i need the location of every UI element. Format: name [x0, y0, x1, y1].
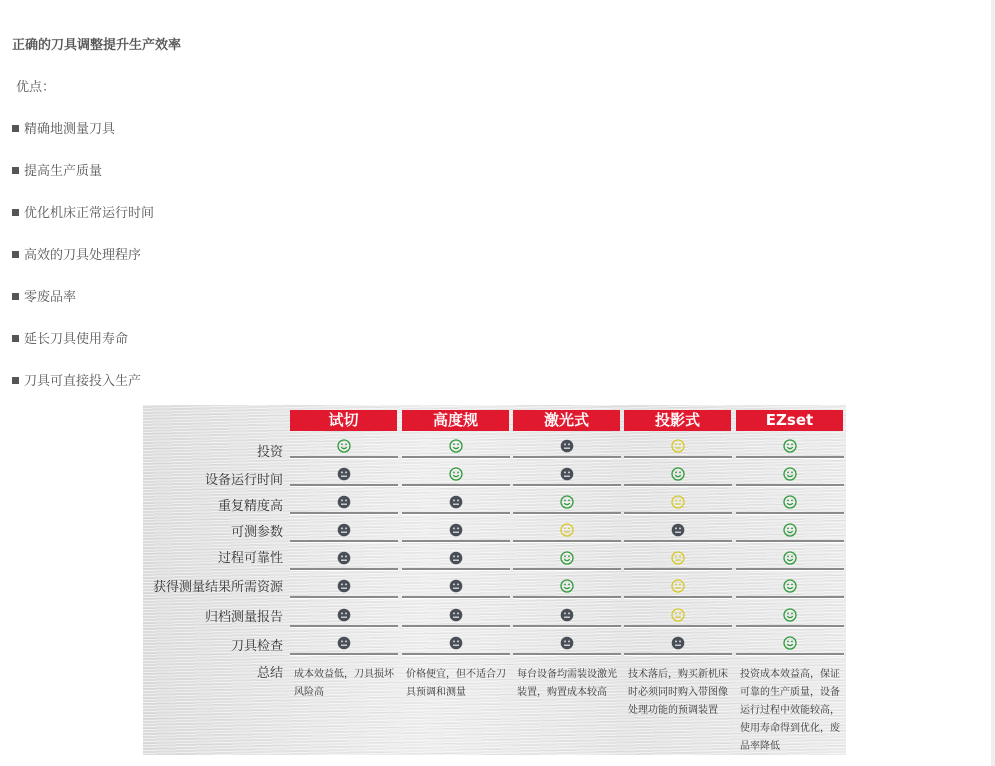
rating-cell — [624, 436, 732, 458]
frown-face-icon — [449, 578, 463, 592]
frown-face-icon — [671, 522, 685, 536]
row-divider — [290, 653, 398, 655]
bullet-square-icon — [12, 377, 19, 384]
bullet-item — [12, 118, 115, 137]
article-title: 正确的刀具调整提升生产效率 — [12, 38, 182, 53]
rating-cell — [624, 492, 732, 514]
row-divider — [624, 653, 732, 655]
smiley-face-icon — [783, 494, 797, 508]
row-divider — [624, 625, 732, 627]
rating-cell — [736, 464, 844, 486]
row-divider — [624, 596, 732, 598]
rating-cell — [513, 492, 621, 514]
column-header-trial-cut: 试切 — [290, 410, 397, 431]
row-divider — [736, 540, 844, 542]
row-divider — [513, 540, 621, 542]
row-divider — [513, 653, 621, 655]
row-divider — [402, 484, 510, 486]
bullet-text: 优化机床正常运行时间 — [24, 206, 155, 221]
bullet-text: 提高生产质量 — [24, 164, 103, 179]
row-divider — [402, 568, 510, 570]
summary-text: 技术落后，购买新机床时必须同时购入带图像处理功能的预调装置 — [628, 669, 728, 716]
row-divider — [624, 540, 732, 542]
frown-face-icon — [449, 607, 463, 621]
neutral-face-icon — [671, 438, 685, 452]
row-divider — [736, 484, 844, 486]
page-edge-divider — [991, 0, 995, 766]
row-divider — [290, 484, 398, 486]
row-divider — [736, 625, 844, 627]
row-divider — [402, 512, 510, 514]
rating-cell — [402, 605, 510, 627]
smiley-face-icon — [783, 466, 797, 480]
row-divider — [290, 596, 398, 598]
bullet-square-icon — [12, 125, 19, 132]
neutral-face-icon — [671, 550, 685, 564]
frown-face-icon — [337, 550, 351, 564]
rating-cell — [402, 633, 510, 655]
row-label: 重复精度高 — [217, 499, 283, 514]
row-divider — [624, 484, 732, 486]
smiley-face-icon — [449, 438, 463, 452]
bullet-square-icon — [12, 209, 19, 216]
row-divider — [513, 456, 621, 458]
row-label: 可测参数 — [230, 525, 283, 540]
bullet-item — [12, 286, 76, 305]
smiley-face-icon — [449, 466, 463, 480]
bullet-item — [12, 244, 141, 263]
neutral-face-icon — [560, 522, 574, 536]
rating-cell — [402, 492, 510, 514]
bullet-square-icon — [12, 251, 19, 258]
summary-text: 成本效益低，刀具损坏风险高 — [294, 669, 394, 698]
bullet-square-icon — [12, 335, 19, 342]
neutral-face-icon — [671, 578, 685, 592]
row-divider — [402, 456, 510, 458]
rating-cell — [736, 633, 844, 655]
frown-face-icon — [337, 494, 351, 508]
smiley-face-icon — [783, 635, 797, 649]
rating-cell — [290, 492, 398, 514]
rating-cell — [290, 520, 398, 542]
row-divider — [402, 625, 510, 627]
row-divider — [290, 540, 398, 542]
frown-face-icon — [337, 466, 351, 480]
rating-cell — [513, 464, 621, 486]
row-divider — [736, 568, 844, 570]
row-divider — [402, 596, 510, 598]
rating-cell — [513, 576, 621, 598]
rating-cell — [402, 576, 510, 598]
row-divider — [402, 653, 510, 655]
smiley-face-icon — [783, 438, 797, 452]
rating-cell — [402, 548, 510, 570]
neutral-face-icon — [671, 494, 685, 508]
row-divider — [624, 456, 732, 458]
bullet-item — [12, 202, 154, 221]
rating-cell — [624, 576, 732, 598]
bullet-text: 刀具可直接投入生产 — [24, 374, 142, 389]
row-divider — [736, 653, 844, 655]
rating-cell — [736, 548, 844, 570]
rating-cell — [736, 436, 844, 458]
frown-face-icon — [337, 578, 351, 592]
rating-cell — [624, 548, 732, 570]
row-label: 获得测量结果所需资源 — [152, 580, 283, 595]
row-divider — [624, 568, 732, 570]
rating-cell — [736, 492, 844, 514]
rating-cell — [513, 633, 621, 655]
row-divider — [290, 456, 398, 458]
row-label: 设备运行时间 — [204, 473, 283, 488]
rating-cell — [290, 464, 398, 486]
row-divider — [290, 512, 398, 514]
frown-face-icon — [560, 635, 574, 649]
bullet-square-icon — [12, 293, 19, 300]
rating-cell — [513, 520, 621, 542]
comparison-table-image — [143, 405, 846, 755]
row-divider — [736, 596, 844, 598]
smiley-face-icon — [337, 438, 351, 452]
bullet-text: 精确地测量刀具 — [24, 122, 116, 137]
neutral-face-icon — [671, 607, 685, 621]
frown-face-icon — [560, 466, 574, 480]
row-divider — [513, 596, 621, 598]
frown-face-icon — [560, 438, 574, 452]
bullet-text: 延长刀具使用寿命 — [24, 332, 129, 347]
bullet-item — [12, 328, 128, 347]
rating-cell — [402, 464, 510, 486]
smiley-face-icon — [560, 578, 574, 592]
frown-face-icon — [449, 522, 463, 536]
column-header-laser: 激光式 — [513, 410, 620, 431]
bullet-item — [12, 370, 141, 389]
smiley-face-icon — [560, 494, 574, 508]
rating-cell — [736, 605, 844, 627]
bullet-text: 零废品率 — [24, 290, 77, 305]
row-divider — [736, 456, 844, 458]
row-label: 投资 — [256, 445, 283, 460]
smiley-face-icon — [783, 522, 797, 536]
rating-cell — [624, 464, 732, 486]
row-divider — [736, 512, 844, 514]
bullet-text: 高效的刀具处理程序 — [24, 248, 142, 263]
row-divider — [513, 484, 621, 486]
frown-face-icon — [337, 607, 351, 621]
smiley-face-icon — [783, 550, 797, 564]
smiley-face-icon — [671, 466, 685, 480]
column-header-projection: 投影式 — [624, 410, 731, 431]
row-divider — [513, 512, 621, 514]
summary-text: 投资成本效益高，保证可靠的生产质量，设备运行过程中效能较高，使用寿命得到优化，废品率降低 — [740, 669, 840, 752]
rating-cell — [290, 633, 398, 655]
rating-cell — [513, 436, 621, 458]
rating-cell — [513, 605, 621, 627]
smiley-face-icon — [560, 550, 574, 564]
smiley-face-icon — [783, 578, 797, 592]
smiley-face-icon — [783, 607, 797, 621]
row-divider — [513, 625, 621, 627]
rating-cell — [624, 605, 732, 627]
row-label: 过程可靠性 — [217, 551, 283, 566]
rating-cell — [290, 576, 398, 598]
row-divider — [402, 540, 510, 542]
frown-face-icon — [449, 550, 463, 564]
rating-cell — [290, 548, 398, 570]
row-divider — [624, 512, 732, 514]
advantages-label: 优点： — [16, 80, 56, 95]
column-header-ezset: EZset — [736, 410, 843, 431]
frown-face-icon — [671, 635, 685, 649]
rating-cell — [624, 520, 732, 542]
rating-cell — [402, 436, 510, 458]
frown-face-icon — [337, 635, 351, 649]
rating-cell — [736, 576, 844, 598]
frown-face-icon — [449, 494, 463, 508]
frown-face-icon — [337, 522, 351, 536]
summary-text: 价格便宜，但不适合刀具预调和测量 — [406, 669, 506, 698]
rating-cell — [290, 436, 398, 458]
rating-cell — [624, 633, 732, 655]
rating-cell — [513, 548, 621, 570]
rating-cell — [736, 520, 844, 542]
column-header-height-gauge: 高度规 — [402, 410, 509, 431]
bullet-square-icon — [12, 167, 19, 174]
frown-face-icon — [560, 607, 574, 621]
summary-text: 每台设备均需装设激光装置，购置成本较高 — [517, 669, 617, 698]
row-label: 刀具检查 — [230, 639, 283, 654]
row-divider — [290, 568, 398, 570]
rating-cell — [402, 520, 510, 542]
row-label: 归档测量报告 — [204, 610, 283, 625]
summary-row-label: 总结 — [256, 666, 283, 681]
row-divider — [513, 568, 621, 570]
frown-face-icon — [449, 635, 463, 649]
row-divider — [290, 625, 398, 627]
bullet-item — [12, 160, 102, 179]
rating-cell — [290, 605, 398, 627]
